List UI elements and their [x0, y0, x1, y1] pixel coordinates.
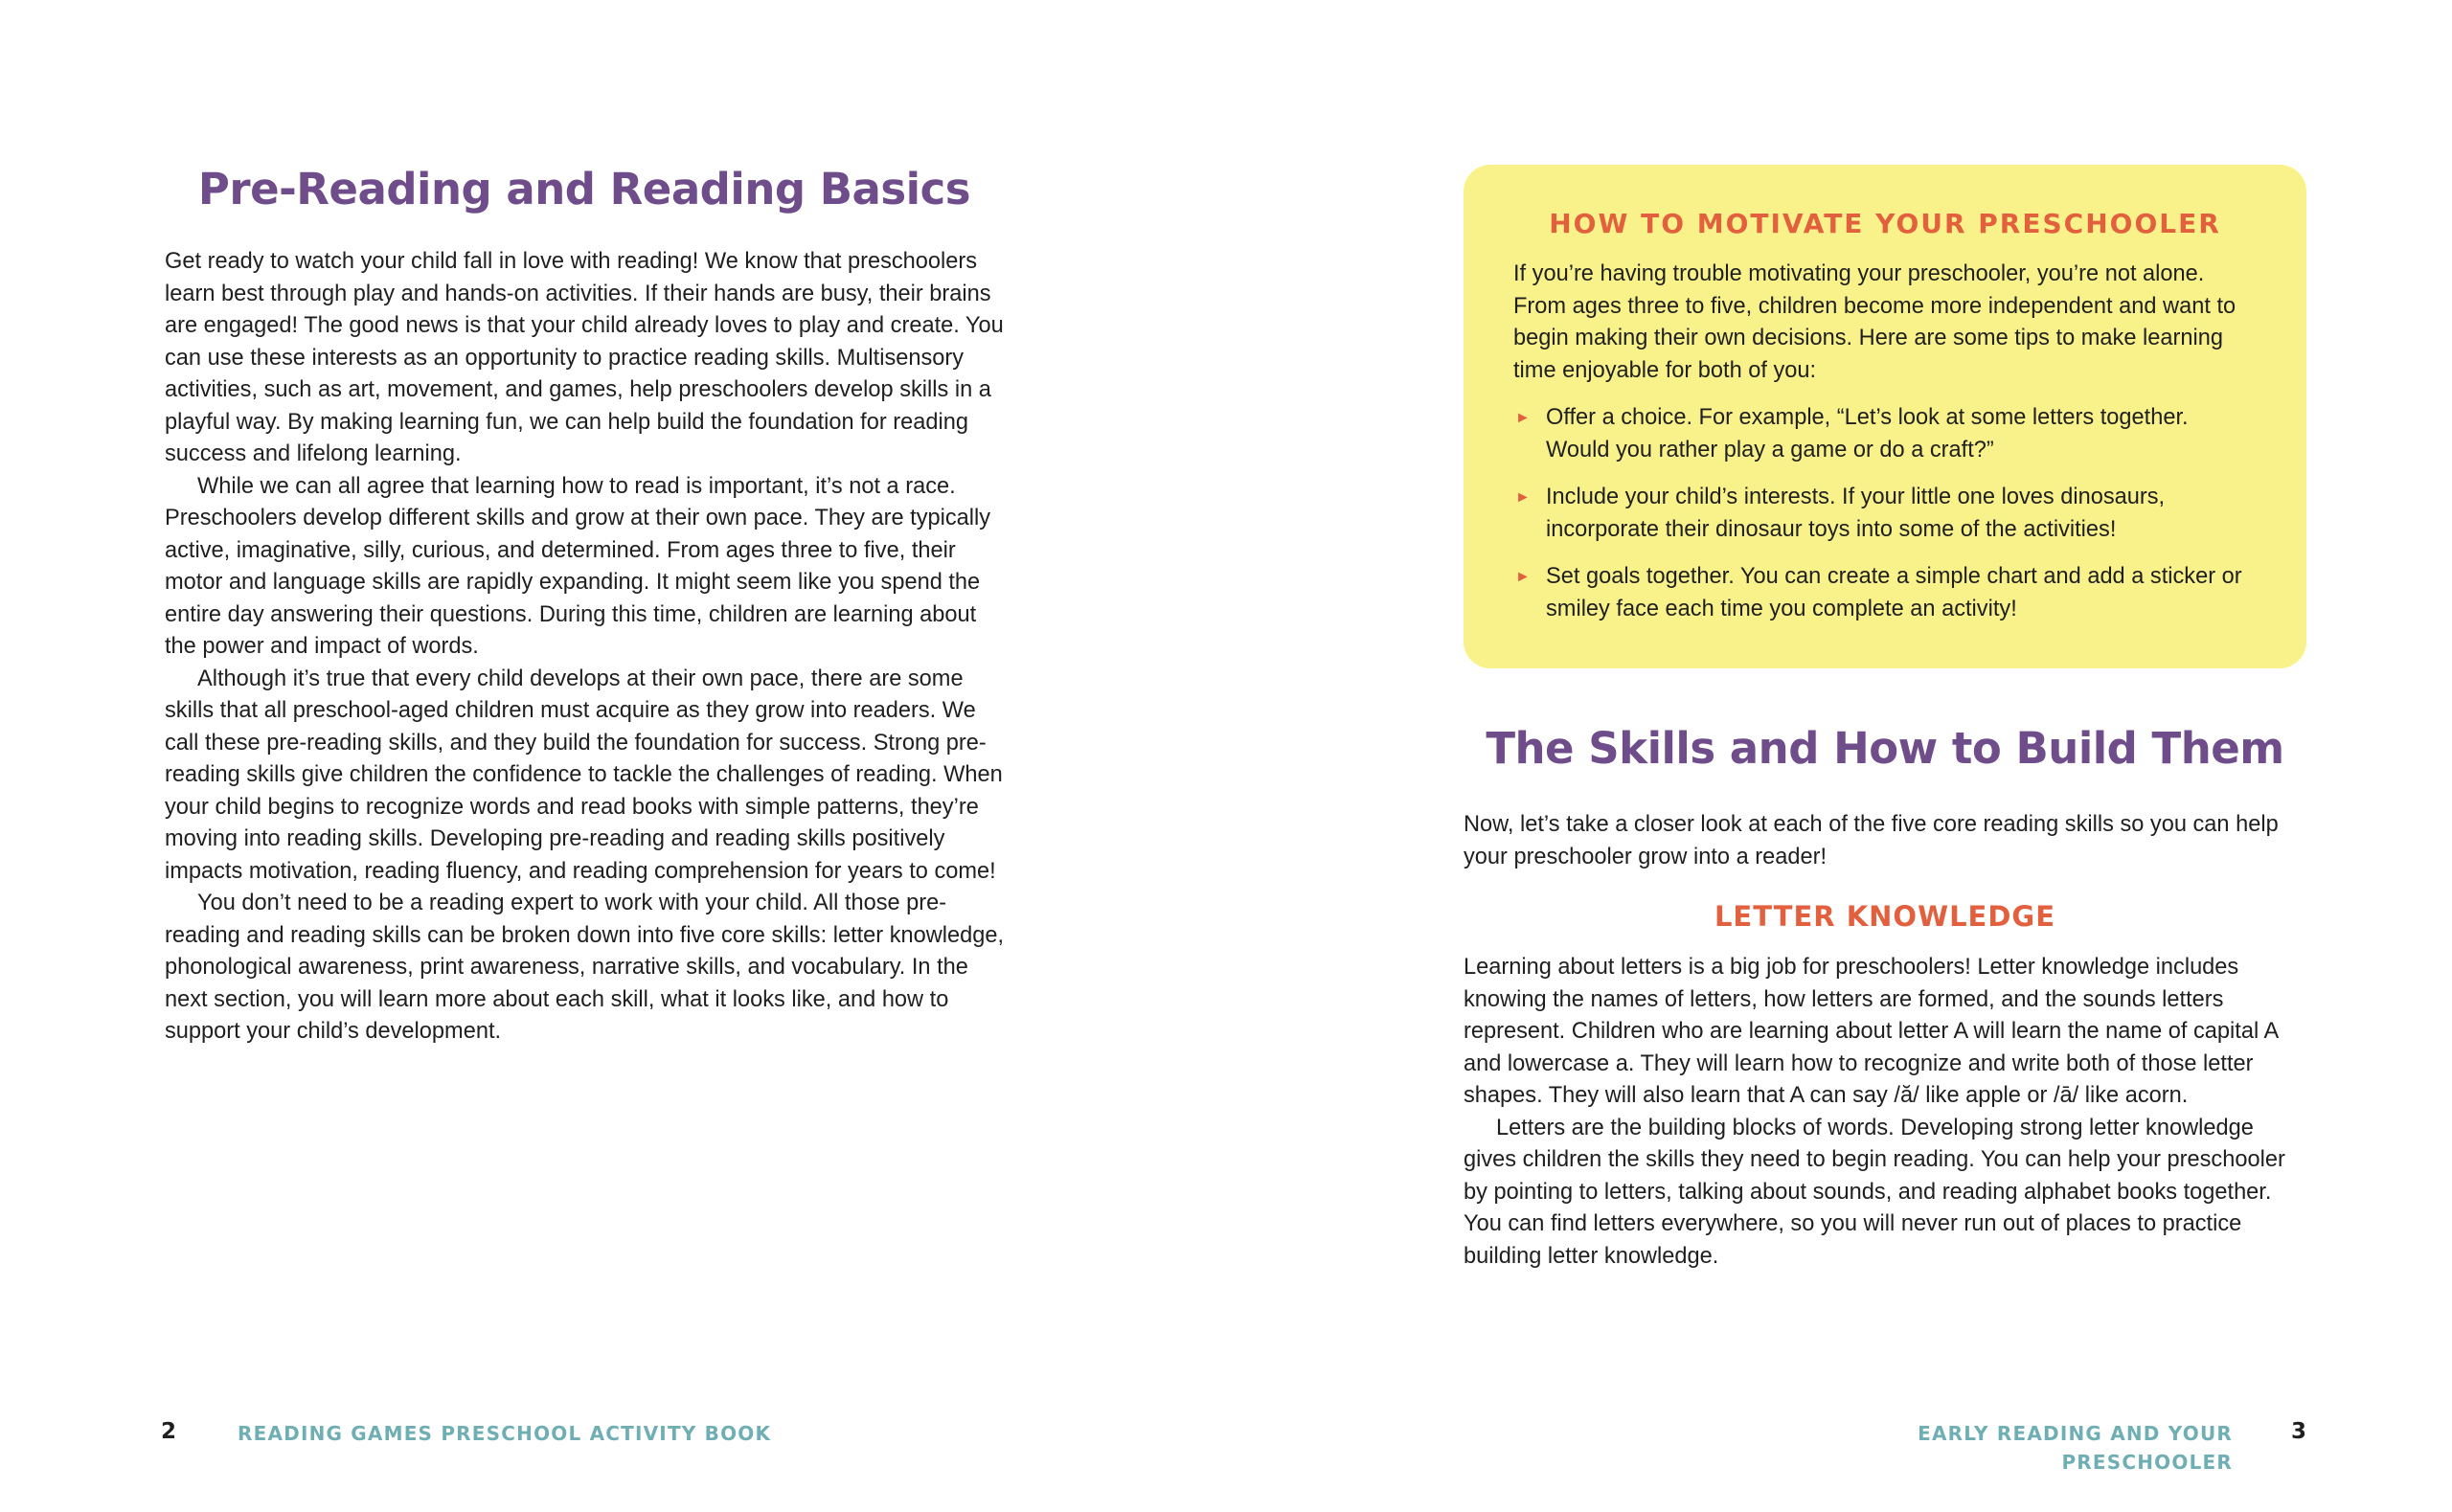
- right-paragraph-1: Learning about letters is a big job for preschoolers! Letter knowledge includes knowing the names of letters, how letters are formed, and the sounds letters represent. Children who are learning about letter A will learn the name of capital A and lowercase a. They will learn how to recognize and write both of those letter shapes. They will also learn that A can say /ă/ like apple or /ā/ like acorn.: [1464, 955, 2278, 1108]
- tip-text: Include your child’s interests. If your little one loves dinosaurs, incorporate their dinosaur toys into some of the activities!: [1546, 485, 2166, 542]
- tip-text: Set goals together. You can create a simple chart and add a sticker or smiley face each time you complete an activity!: [1546, 564, 2242, 621]
- callout-title: HOW TO MOTIVATE YOUR PRESCHOOLER: [1549, 208, 2221, 239]
- tip-item: [1513, 482, 2257, 546]
- tip-item: [1513, 561, 2257, 625]
- right-page-number: 3: [2291, 1419, 2307, 1444]
- triangle-bullet-icon: ►: [1515, 489, 1531, 506]
- right-page-heading: The Skills and How to Build Them: [1486, 723, 2284, 774]
- right-running-title: EARLY READING AND YOUR PRESCHOOLER: [1918, 1422, 2233, 1474]
- left-page-number: 2: [161, 1419, 177, 1444]
- tip-list: [1513, 402, 2257, 625]
- right-page-intro: Now, let’s take a closer look at each of the five core reading skills so you can help your preschooler grow into a reader!: [1464, 812, 2279, 869]
- tip-text: Offer a choice. For example, “Let’s look at some letters together. Would you rather play a game or do a craft?”: [1546, 405, 2189, 463]
- triangle-bullet-icon: ►: [1515, 410, 1531, 426]
- left-paragraph-4: You don’t need to be a reading expert to work with your child. All those pre-reading and reading skills can be broken down into five core skills: letter knowledge, phonological awareness, print awareness, narrative skills, and vocabulary. In the next section, you will learn more about each skill, what it looks like, and how to support your child’s development.: [165, 891, 1005, 1044]
- motivation-callout-box: [1464, 165, 2306, 668]
- left-paragraph-3: Although it’s true that every child develops at their own pace, there are some skills that all preschool-aged children must acquire as they grow into readers. We call these pre-reading skills, and they build the foundation for success. Strong pre-reading skills give children the confidence to tackle the challenges of reading. When your child begins to recognize words and read books with simple patterns, they’re moving into reading skills. Developing pre-reading and reading skills positively impacts motivation, reading fluency, and reading comprehension for years to come!: [165, 666, 1003, 884]
- left-running-title: READING GAMES PRESCHOOL ACTIVITY BOOK: [238, 1422, 772, 1445]
- right-paragraph-2: Letters are the building blocks of words. Developing strong letter knowledge gives children the skills they need to begin reading. You can help your preschooler by pointing to letters, talking about sounds, and reading alphabet books together. You can find letters everywhere, so you will never run out of places to practice building letter knowledge.: [1464, 1115, 2285, 1269]
- right-page-body: [1464, 952, 2306, 1273]
- tip-item: [1513, 402, 2257, 466]
- left-paragraph-1: Get ready to watch your child fall in love with reading! We know that preschoolers learn best through play and hands-on activities. If their hands are busy, their brains are engaged! The good news is that your child already loves to play and create. You can use these interests as an opportunity to practice reading skills. Multisensory activities, such as art, movement, and games, help preschoolers develop skills in a playful way. By making learning fun, we can help build the foundation for reading success and lifelong learning.: [165, 249, 1004, 466]
- letter-knowledge-subheading: LETTER KNOWLEDGE: [1714, 900, 2056, 933]
- callout-intro: If you’re having trouble motivating your preschooler, you’re not alone. From ages three to five, children become more independent and want to begin making their own decisions. Here are some tips to make learning time enjoyable for both of you:: [1513, 261, 2236, 383]
- triangle-bullet-icon: ►: [1515, 569, 1531, 585]
- left-page-heading: Pre-Reading and Reading Basics: [197, 164, 971, 214]
- left-paragraph-2: While we can all agree that learning how to read is important, it’s not a race. Preschoolers develop different skills and grow at their own pace. They are typically active, imaginative, silly, curious, and determined. From ages three to five, their motor and language skills are rapidly expanding. It might seem like you spend the entire day answering their questions. During this time, children are learning about the power and impact of words.: [165, 473, 991, 659]
- left-page-body: [165, 246, 1008, 1049]
